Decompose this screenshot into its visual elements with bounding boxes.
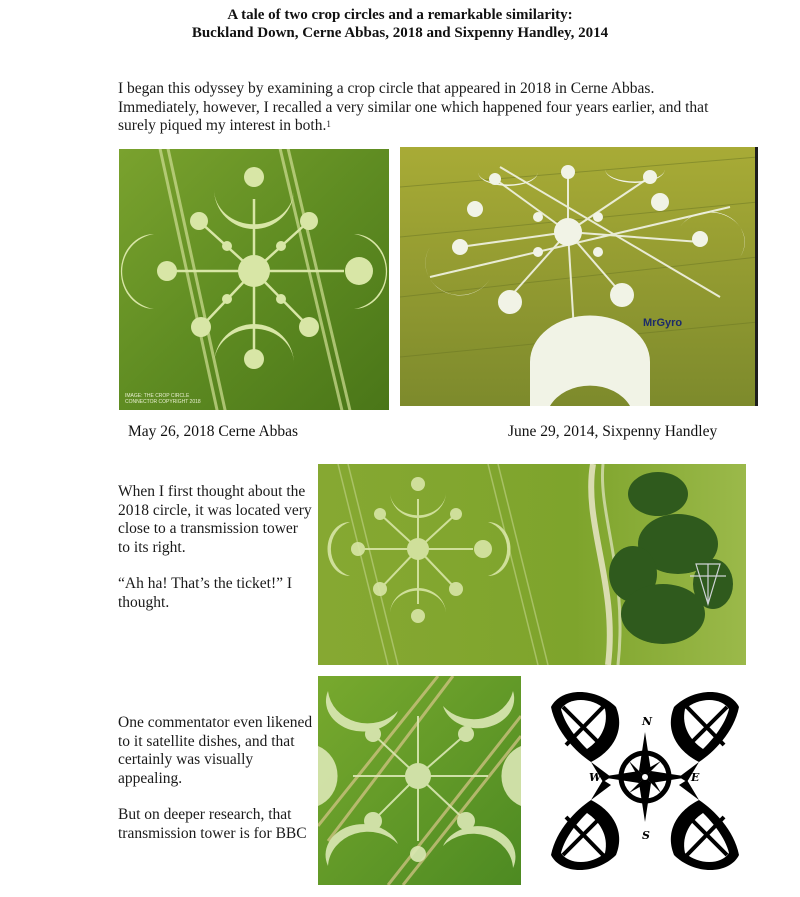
satellite-dish-icon	[551, 692, 619, 782]
compass-label-north: N	[642, 715, 653, 728]
compass-rose-icon	[600, 732, 690, 822]
mrgyro-watermark: MrGyro	[643, 317, 683, 329]
satellite-dish-icon	[551, 780, 619, 870]
crop-circle-closeup-photo	[318, 676, 521, 885]
satellite-dishes-compass-illustration	[541, 677, 749, 885]
sixpenny-handley-photo	[400, 147, 758, 406]
cerne-abbas-watermark	[125, 393, 201, 405]
compass-label-east: E	[691, 771, 700, 784]
paragraph-commentator: One commentator even likened to it satellite dishes, and that certainly was visually appealing.	[118, 714, 313, 787]
paragraph-ah-ha: “Ah ha! That’s the ticket!” I thought.	[118, 575, 293, 611]
satellite-dish-icon	[671, 692, 739, 782]
title-line-2: Buckland Down, Cerne Abbas, 2018 and Sixpenny Handley, 2014	[191, 25, 609, 41]
cerne-abbas-photo	[119, 149, 389, 410]
intro-paragraph	[118, 80, 718, 136]
paragraph-tower-location: When I first thought about the 2018 circle, it was located very close to a transmission tower to its right.	[118, 483, 312, 556]
satellite-dish-icon	[671, 780, 739, 870]
paragraph-deeper-research: But on deeper research, that transmission tower is for BBC	[118, 806, 307, 842]
satellite-dish-paragraph	[118, 714, 313, 843]
title-line-1: A tale of two crop circles and a remarkable similarity:	[227, 7, 573, 23]
caption-cerne-abbas: May 26, 2018 Cerne Abbas	[128, 423, 299, 440]
footnote-marker: 1	[326, 119, 331, 129]
intro-text: I began this odyssey by examining a crop circle that appeared in 2018 in Cerne Abbas. Immediately, however, I recalled a very similar one which happened four years earlier, and that surely piqued my interest in both.	[118, 80, 709, 134]
page-title	[0, 6, 800, 42]
compass-label-south: S	[642, 829, 650, 842]
transmission-tower-photo	[318, 464, 746, 665]
transmission-tower-paragraph	[118, 483, 313, 612]
watermark-line-1: IMAGE: THE CROP CIRCLE	[125, 393, 190, 399]
caption-sixpenny-handley: June 29, 2014, Sixpenny Handley	[508, 423, 718, 440]
watermark-line-2: CONNECTOR COPYRIGHT 2018	[125, 399, 201, 405]
compass-label-west: W	[589, 771, 602, 784]
